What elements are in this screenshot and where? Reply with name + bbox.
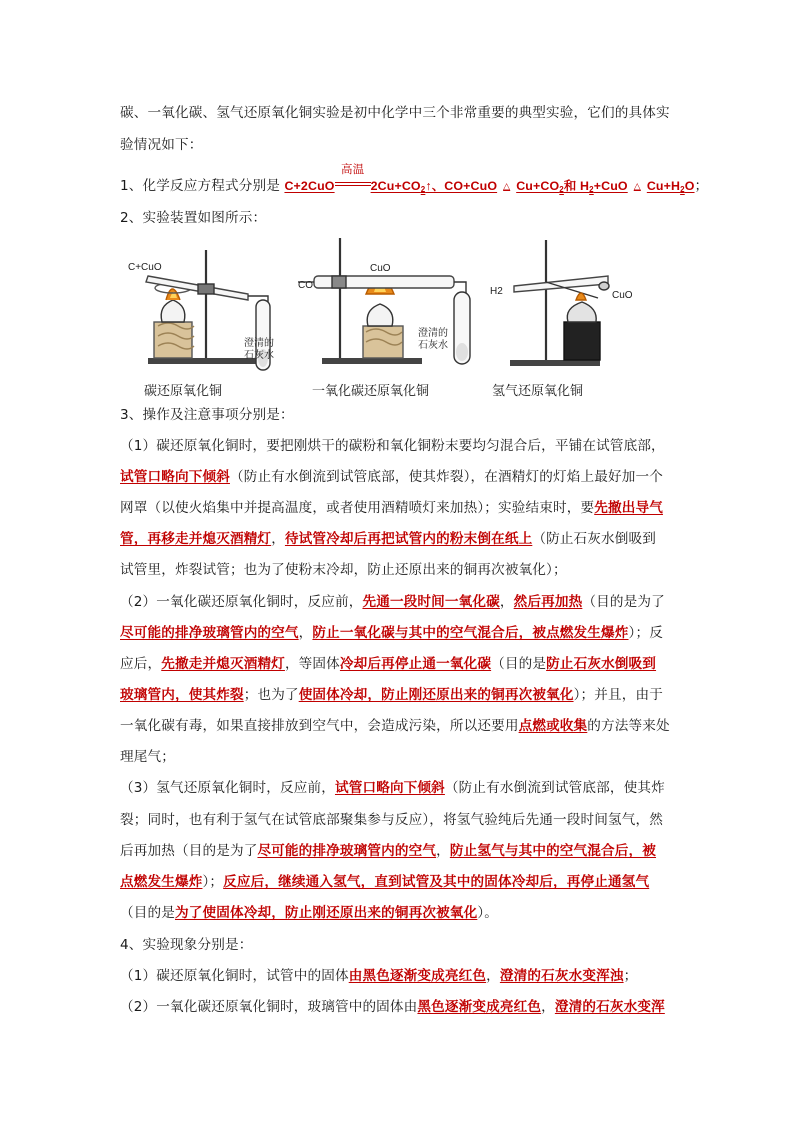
s3-p1-line-5: 试管里，炸裂试管；也为了使粉末冷却，防止还原出来的铜再次被氧化）； <box>120 562 567 578</box>
caption-h2: 氢气还原氧化铜 <box>492 384 584 399</box>
label-cuo-right: CuO <box>612 290 633 301</box>
equation-co: $Cu+CO_2$和 $H_2+CuO$ <box>516 179 628 194</box>
s3-p1-line-1: （1）碳还原氧化铜时，要把刚烘干的碳粉和氧化铜粉末要均匀混合后，平铺在试管底部， <box>120 438 665 454</box>
label-cuo-middle: CuO <box>370 263 391 274</box>
equation-carbon: C+2CuO 高温 $2Cu+CO_2↑$、CO+CuO <box>284 164 498 194</box>
section-1-prefix: 1、化学反应方程式分别是 <box>120 178 285 194</box>
equation-h2: $Cu+H_2O$ <box>646 179 695 194</box>
h2-apparatus <box>510 240 609 366</box>
section-3-title: 3、操作及注意事项分别是： <box>120 407 294 423</box>
label-limewater-top-2: 澄清的 <box>418 328 448 339</box>
s4-p2: （2）一氧化碳还原氧化铜时，玻璃管中的固体由黑色逐渐变成亮红色，澄清的石灰水变浑 <box>120 999 665 1015</box>
s3-p3-line-1: （3）氢气还原氧化铜时，反应前，试管口略向下倾斜（防止有水倒流到试管底部，使其炸 <box>120 780 665 796</box>
s3-p2-line-6: 理尾气； <box>120 749 175 765</box>
s3-p1-line-3: 网罩（以使火焰集中并提高温度，或者使用酒精喷灯来加热）；实验结束时，要先撤出导气 <box>120 500 663 516</box>
apparatus-figure <box>118 236 638 406</box>
caption-carbon: 碳还原氧化铜 <box>144 384 223 399</box>
section-1-equations: 1、化学反应方程式分别是 C+2CuO 高温 $2Cu+CO_2↑$、CO+CuO △ $Cu+CO_2$和 $H_2+CuO$ △ $Cu+H_2O$； <box>120 176 680 200</box>
s3-p3-line-2: 裂；同时，也有利于氢气在试管底部聚集参与反应），将氢气验纯后先通一段时间氢气，然 <box>120 812 663 828</box>
s3-p2-line-1: （2）一氧化碳还原氧化铜时，反应前，先通一段时间一氧化碳，然后再加热（目的是为了 <box>120 594 665 610</box>
heat-triangle-icon: △ <box>633 182 641 192</box>
intro-line-2: 验情况如下： <box>120 137 203 153</box>
s3-p2-line-2: 尽可能的排净玻璃管内的空气，防止一氧化碳与其中的空气混合后，被点燃发生爆炸）；反 <box>120 625 663 641</box>
s3-p2-line-4: 玻璃管内，使其炸裂；也为了使固体冷却，防止刚还原出来的铜再次被氧化）；并且，由于 <box>120 687 663 703</box>
heat-triangle-icon: △ <box>503 182 511 192</box>
s3-p3-line-3: 后再加热（目的是为了尽可能的排净玻璃管内的空气，防止氢气与其中的空气混合后，被 <box>120 843 657 859</box>
high-temp-condition: 高温 <box>335 176 371 196</box>
s3-p1-line-4: 管，再移走并熄灭酒精灯，待试管冷却后再把试管内的粉末倒在纸上（防止石灰水倒吸到 <box>120 531 657 547</box>
section-4-title: 4、实验现象分别是： <box>120 937 253 953</box>
label-c-cuo: C+CuO <box>128 262 162 273</box>
s3-p2-line-5: 一氧化碳有毒，如果直接排放到空气中，会造成污染，所以还要用点燃或收集的方法等来处 <box>120 718 670 734</box>
label-limewater-top-1: 澄清的 <box>244 338 274 349</box>
section-2-title: 2、实验装置如图所示： <box>120 210 267 226</box>
label-h2: H2 <box>490 286 503 297</box>
caption-co: 一氧化碳还原氧化铜 <box>312 384 430 399</box>
label-limewater-bottom-2: 石灰水 <box>418 340 448 351</box>
s3-p1-line-2: 试管口略向下倾斜（防止有水倒流到试管底部，使其炸裂），在酒精灯的灯焰上最好加一个 <box>120 469 663 485</box>
s4-p1: （1）碳还原氧化铜时，试管中的固体由黑色逐渐变成亮红色，澄清的石灰水变浑浊； <box>120 968 638 984</box>
label-limewater-bottom-1: 石灰水 <box>244 350 274 361</box>
intro-line-1: 碳、一氧化碳、氢气还原氧化铜实验是初中化学中三个非常重要的典型实验，它们的具体实 <box>120 105 670 121</box>
s3-p2-line-3: 应后，先撤走并熄灭酒精灯，等固体冷却后再停止通一氧化碳（目的是防止石灰水倒吸到 <box>120 656 657 672</box>
s3-p3-line-4: 点燃发生爆炸）；反应后，继续通入氢气，直到试管及其中的固体冷却后，再停止通氢气 <box>120 874 650 890</box>
s3-p3-line-5: （目的是为了使固体冷却，防止刚还原出来的铜再次被氧化）。 <box>120 905 499 921</box>
label-co: CO <box>298 280 313 291</box>
